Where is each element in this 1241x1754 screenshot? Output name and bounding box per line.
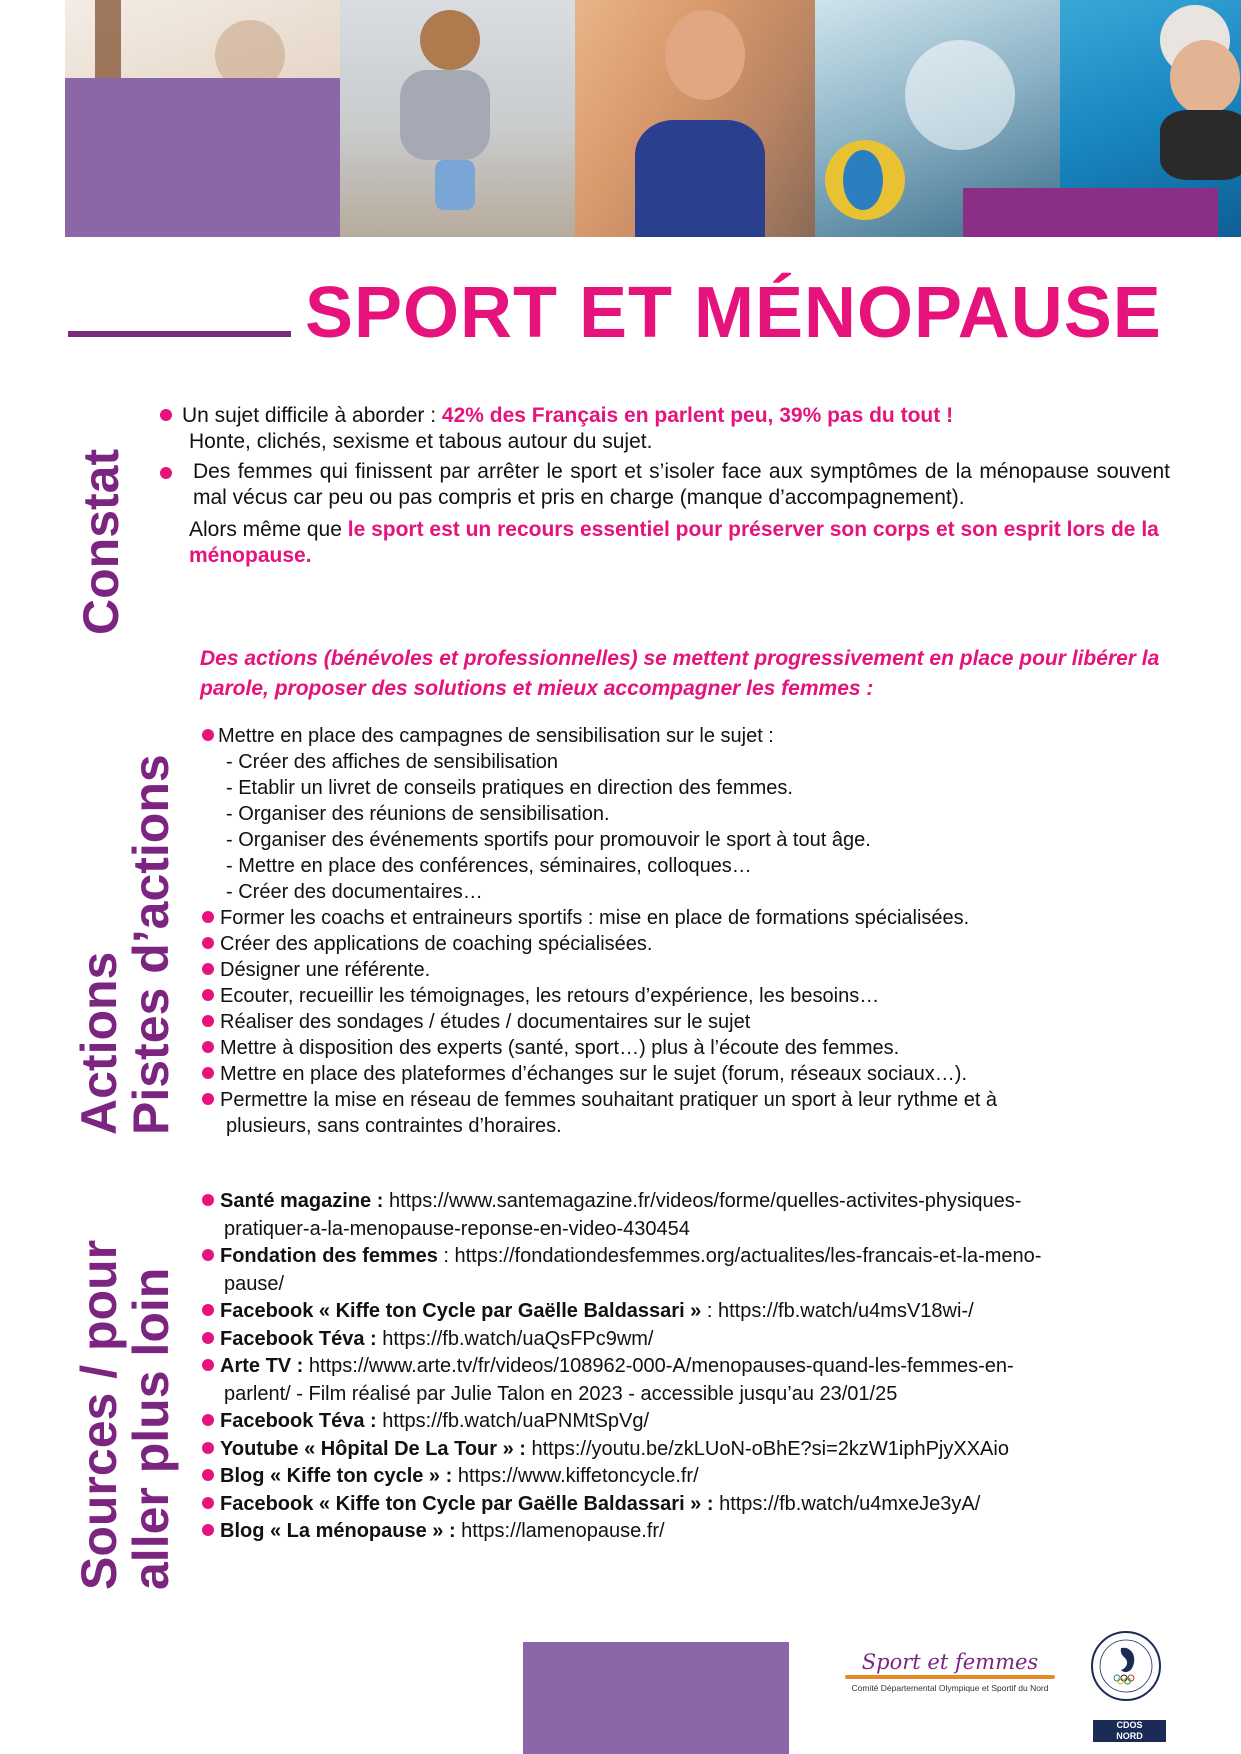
bullet-icon [202,729,214,741]
bullet-icon [202,1015,214,1027]
source-item: Blog « Kiffe ton cycle » : https://www.kiffetoncycle.fr/ [202,1463,1182,1491]
bullet-icon [202,963,214,975]
decorative-purple-block [65,78,340,237]
list-item: Réaliser des sondages / études / documentaires sur le sujet [202,1009,1162,1035]
logo-subtitle: Comité Départemental Olympique et Sportif du Nord [851,1683,1049,1693]
bullet-icon [202,989,214,1001]
page-title: SPORT ET MÉNOPAUSE [305,273,1162,353]
list-item: - Organiser des réunions de sensibilisation. [226,803,610,825]
bullet-icon [202,1524,214,1536]
list-item: - Créer des affiches de sensibilisation [226,751,559,773]
source-link[interactable]: : https://fb.watch/u4msV18wi-/ [701,1300,974,1322]
bullet-icon [160,409,172,421]
constat-bullet-2: Des femmes qui finissent par arrêter le sport et s’isoler face aux symptômes de la ménopause souvent mal vécus car peu ou pas compris et pris en charge (manque d’accompagnement). [160,459,1170,511]
source-item: Youtube « Hôpital De La Tour » : https://youtu.be/zkLUoN-oBhE?si=2kzW1iphPjyXXAio [202,1436,1182,1464]
list-item: Désigner une référente. [202,957,1162,983]
list-item: Permettre la mise en réseau de femmes souhaitant pratiquer un sport à leur rythme et à [202,1087,1162,1113]
source-link-continuation[interactable]: pause/ [224,1272,285,1295]
source-link[interactable]: https://www.kiffetoncycle.fr/ [452,1465,699,1487]
source-link[interactable]: https://lamenopause.fr/ [455,1520,665,1542]
section-label-actions [71,754,179,1135]
bullet-icon [202,1359,214,1371]
sport-et-femmes-logo [835,1650,1065,1693]
source-item: Blog « La ménopause » : https://lamenopause.fr/ [202,1518,1182,1546]
source-link-continuation[interactable]: parlent/ - Film réalisé par Julie Talon en 2023 - accessible jusqu’au 23/01/25 [224,1382,898,1405]
section-label-actions-line2: Pistes d’actions [123,754,179,1135]
source-link[interactable]: https://www.arte.tv/fr/videos/108962-000-A/menopauses-quand-les-femmes-en- [303,1355,1014,1377]
constat-bullet-1: Un sujet difficile à aborder : 42% des Français en parlent peu, 39% pas du tout ! [160,403,1170,429]
logo-script-text: Sport et femmes [861,1650,1039,1674]
bullet-icon [202,937,214,949]
decorative-magenta-block [963,188,1218,237]
source-link[interactable]: : https://fondationdesfemmes.org/actualites/les-francais-et-la-meno- [437,1245,1042,1267]
actions-list [202,723,1162,1139]
cdos-nord-badge: CDOS NORD [1093,1720,1166,1742]
section-label-sources [73,1240,177,1590]
decorative-bottom-block [523,1642,789,1754]
constat-bullet-1-line2: Honte, clichés, sexisme et tabous autour du sujet. [189,430,653,453]
bullet-icon [202,1414,214,1426]
list-item: Mettre en place des plateformes d’échanges sur le sujet (forum, réseaux sociaux…). [202,1061,1162,1087]
list-item-continuation: plusieurs, sans contraintes d’horaires. [226,1115,562,1137]
woman-running-photo [575,0,815,237]
logo-swoosh [845,1675,1055,1679]
section-label-sources-line2: aller plus loin [123,1267,179,1590]
list-item: - Mettre en place des conférences, séminaires, colloques… [226,855,752,877]
section-label-actions-line1: Actions [71,951,127,1135]
list-item: Former les coachs et entraineurs sportifs : mise en place de formations spécialisées. [202,905,1162,931]
source-item: Santé magazine : https://www.santemagazine.fr/videos/forme/quelles-activites-physiques- [202,1188,1182,1216]
bullet-icon [202,1497,214,1509]
sources-list [202,1188,1182,1546]
bullet-icon [202,1442,214,1454]
bullet-icon [160,467,172,479]
list-item: - Organiser des événements sportifs pour promouvoir le sport à tout âge. [226,829,871,851]
source-item: Facebook « Kiffe ton Cycle par Gaëlle Baldassari » : https://fb.watch/u4mxeJe3yA/ [202,1491,1182,1519]
actions-main-item: Mettre en place des campagnes de sensibilisation sur le sujet : [202,723,1162,749]
constat-section [160,403,1170,569]
actions-sub-items [202,749,1162,905]
source-link[interactable]: https://fb.watch/uaQsFPc9wm/ [376,1327,654,1350]
source-link[interactable]: https://www.santemagazine.fr/videos/forme/quelles-activites-physiques- [383,1190,1022,1212]
section-label-constat [75,440,127,635]
source-link[interactable]: https://fb.watch/uaPNMtSpVg/ [376,1410,650,1432]
source-item: Facebook Téva : https://fb.watch/uaQsFPc9wm/ [202,1326,1182,1354]
bullet-icon [202,911,214,923]
bullet-icon [202,1469,214,1481]
source-item: Fondation des femmes : https://fondationdesfemmes.org/actualites/les-francais-et-la-meno- [202,1243,1182,1271]
list-item: - Etablir un livret de conseils pratiques en direction des femmes. [226,777,793,799]
actions-intro: Des actions (bénévoles et professionnelles) se mettent progressivement en place pour libérer la parole, proposer des solutions et mieux accompagner les femmes : [200,647,1160,700]
section-label-constat-text: Constat [73,448,129,635]
cnosf-emblem-icon [1087,1616,1165,1716]
list-item: Mettre à disposition des experts (santé, sport…) plus à l’écoute des femmes. [202,1035,1162,1061]
section-label-sources-line1: Sources / pour [71,1239,127,1590]
bullet-icon [202,1249,214,1261]
bullet-icon [202,1332,214,1344]
title-rule [68,331,291,337]
source-link[interactable]: https://fb.watch/u4mxeJe3yA/ [713,1492,981,1515]
bullet-icon [202,1067,214,1079]
source-item: Facebook Téva : https://fb.watch/uaPNMtSpVg/ [202,1408,1182,1436]
bullet-icon [202,1304,214,1316]
bullet-icon [202,1041,214,1053]
list-item: - Créer des documentaires… [226,881,483,903]
constat-conclusion: Alors même que le sport est un recours essentiel pour préserver son corps et son esprit lors de la ménopause. [189,518,1159,567]
list-item: Créer des applications de coaching spécialisées. [202,931,1162,957]
source-item: Facebook « Kiffe ton Cycle par Gaëlle Baldassari » : https://fb.watch/u4msV18wi-/ [202,1298,1182,1326]
bullet-icon [202,1194,214,1206]
bullet-icon [202,1093,214,1105]
source-item: Arte TV : https://www.arte.tv/fr/videos/108962-000-A/menopauses-quand-les-femmes-en- [202,1353,1182,1381]
list-item: Ecouter, recueillir les témoignages, les retours d’expérience, les besoins… [202,983,1162,1009]
girl-jumping-photo [340,0,575,237]
source-link[interactable]: https://youtu.be/zkLUoN-oBhE?si=2kzW1iphPjyXXAio [525,1437,1009,1460]
source-link-continuation[interactable]: pratiquer-a-la-menopause-reponse-en-video-430454 [224,1217,690,1240]
